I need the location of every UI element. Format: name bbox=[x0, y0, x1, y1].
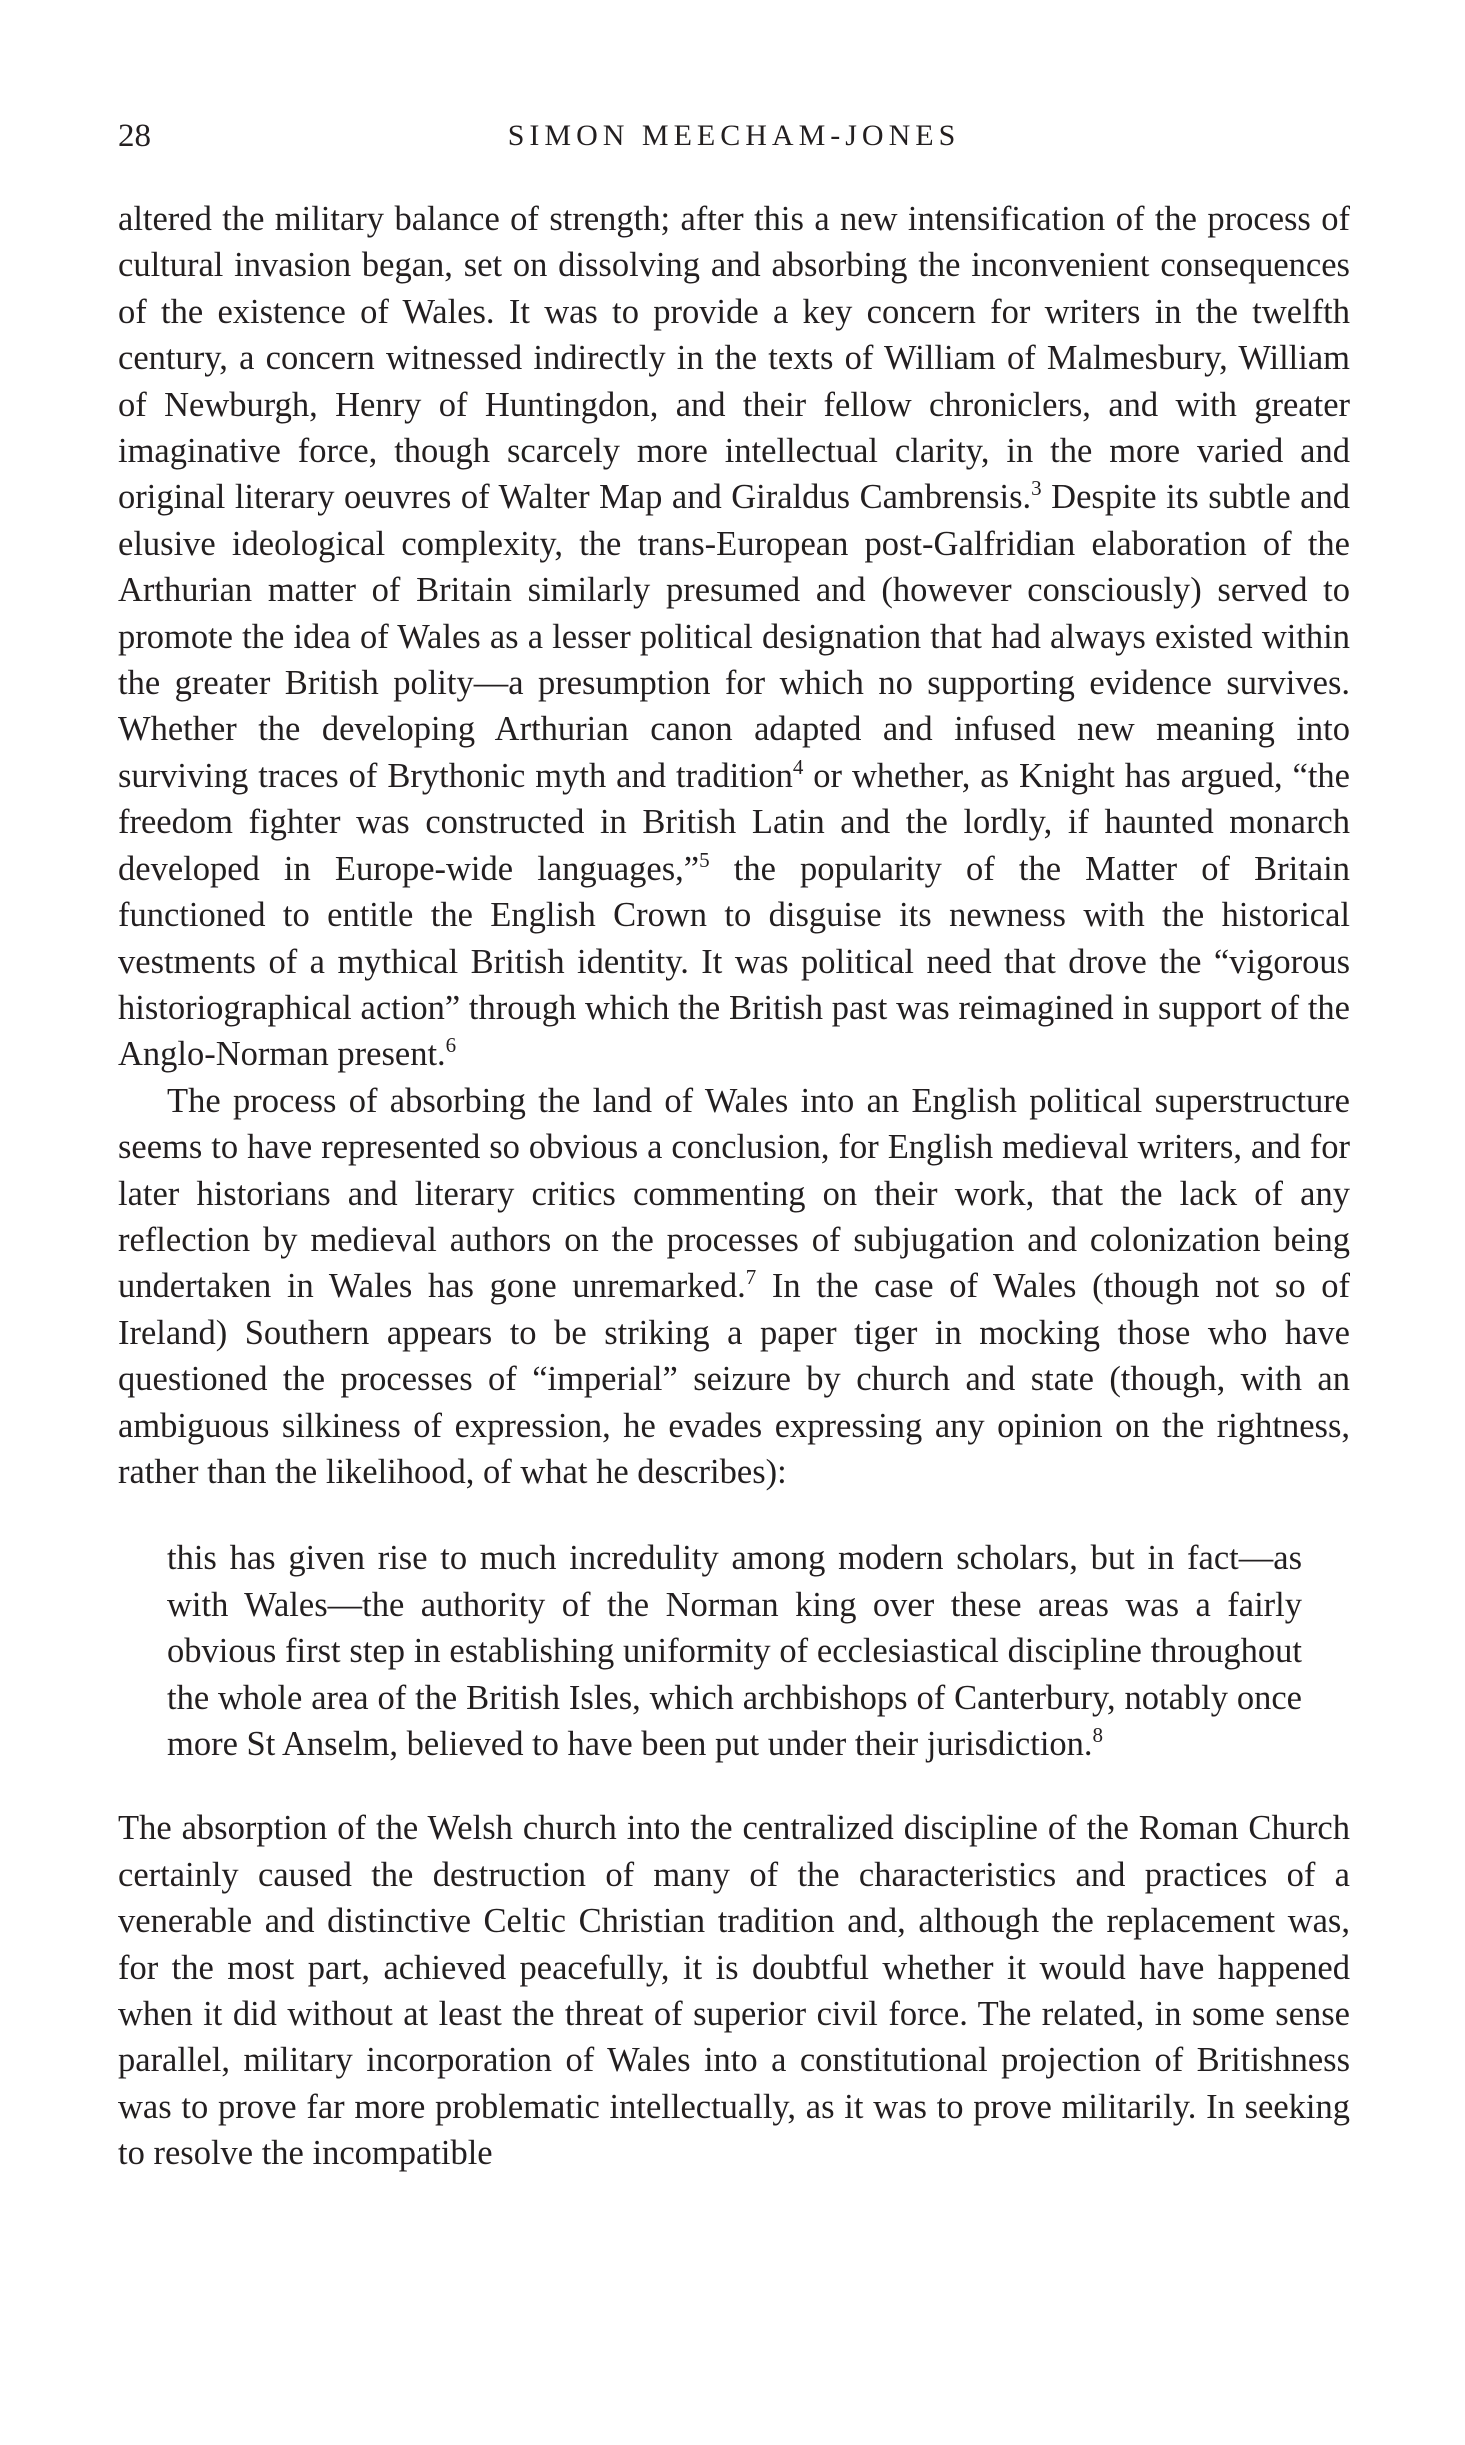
paragraph-1-text-c: or whether, as Knight has argued, “the freedom fighter was constructed in British Latin and the lordly, if haunted monarch developed in Europe-wide languages,” bbox=[118, 756, 1350, 888]
paragraph-1-text-b: Despite its subtle and elusive ideological complexity, the trans-European post-Galfridian elaboration of the Arthurian matter of Britain similarly presumed and (however consciously) served to promote the idea of Wales as a lesser political designation that had always existed within the greater British polity—a presumption for which no supporting evidence survives. Whether the developing Arthurian canon adapted and infused new meaning into surviving traces of Brythonic myth and tradition bbox=[118, 478, 1350, 795]
footnote-ref-6: 6 bbox=[445, 1033, 457, 1058]
paragraph-1-text-d: the popularity of the Matter of Britain functioned to entitle the English Crown to disguise its newness with the historical vestments of a mythical British identity. It was political need that drove the “vigorous historiographical action” through which the British past was reimagined in support of the Anglo-Norman present. bbox=[118, 849, 1350, 1074]
paragraph-2-text-a: The process of absorbing the land of Wales into an English political superstructure seems to have represented so obvious a conclusion, for English medieval writers, and for later historians and literary critics commenting on their work, that the lack of any reflection by medieval authors on the processes of subjugation and colonization being undertaken in Wales has gone unremarked. bbox=[118, 1081, 1350, 1306]
footnote-ref-5: 5 bbox=[699, 847, 710, 872]
block-quote bbox=[167, 1535, 1302, 1767]
paragraph-1 bbox=[118, 196, 1350, 1078]
paragraph-1-text-a: altered the military balance of strength; after this a new intensification of the process of cultural invasion began, set on dissolving and absorbing the inconvenient consequences of the existence of Wales. It was to provide a key concern for writers in the twelfth century, a concern witnessed indirectly in the texts of William of Malmesbury, William of Newburgh, Henry of Huntingdon, and their fellow chroniclers, and with greater imaginative force, though scarcely more intellectual clarity, in the more varied and original literary oeuvres of Walter Map and Giraldus Cambrensis. bbox=[118, 200, 1350, 517]
footnote-ref-4: 4 bbox=[792, 754, 804, 779]
footnote-ref-8: 8 bbox=[1092, 1723, 1104, 1747]
block-quote-text: this has given rise to much incredulity among modern scholars, but in fact—as with Wales—the authority of the Norman king over these areas was a fairly obvious first step in establishing uniformity of ecclesiastical discipline throughout the whole area of the British Isles, which archbishops of Canterbury, notably once more St Anselm, believed to have been put under their jurisdiction. bbox=[167, 1539, 1302, 1763]
paragraph-2-text-b: In the case of Wales (though not so of Ireland) Southern appears to be striking a paper tiger in mocking those who have questioned the processes of “imperial” seizure by church and state (though, with an ambiguous silkiness of expression, he evades expressing any opinion on the rightness, rather than the likelihood, of what he describes): bbox=[118, 1267, 1350, 1491]
page-number: 28 bbox=[118, 118, 151, 154]
body-text bbox=[118, 196, 1350, 2177]
footnote-ref-3: 3 bbox=[1031, 476, 1042, 501]
footnote-ref-7: 7 bbox=[745, 1265, 757, 1290]
running-head bbox=[118, 112, 1350, 160]
paragraph-3 bbox=[118, 1805, 1350, 2176]
paragraph-3-text: The absorption of the Welsh church into the centralized discipline of the Roman Church certainly caused the destruction of many of the characteristics and practices of a venerable and distinctive Celtic Christian tradition and, although the replacement was, for the most part, achieved peacefully, it is doubtful whether it would have happened when it did without at least the threat of superior civil force. The related, in some sense parallel, military incorporation of Wales into a constitutional projection of Britishness was to prove far more problematic intellectually, as it was to prove militarily. In seeking to resolve the incompatible bbox=[118, 1809, 1350, 2173]
author-running-head: SIMON MEECHAM-JONES bbox=[507, 119, 961, 152]
paragraph-2 bbox=[118, 1078, 1350, 1496]
